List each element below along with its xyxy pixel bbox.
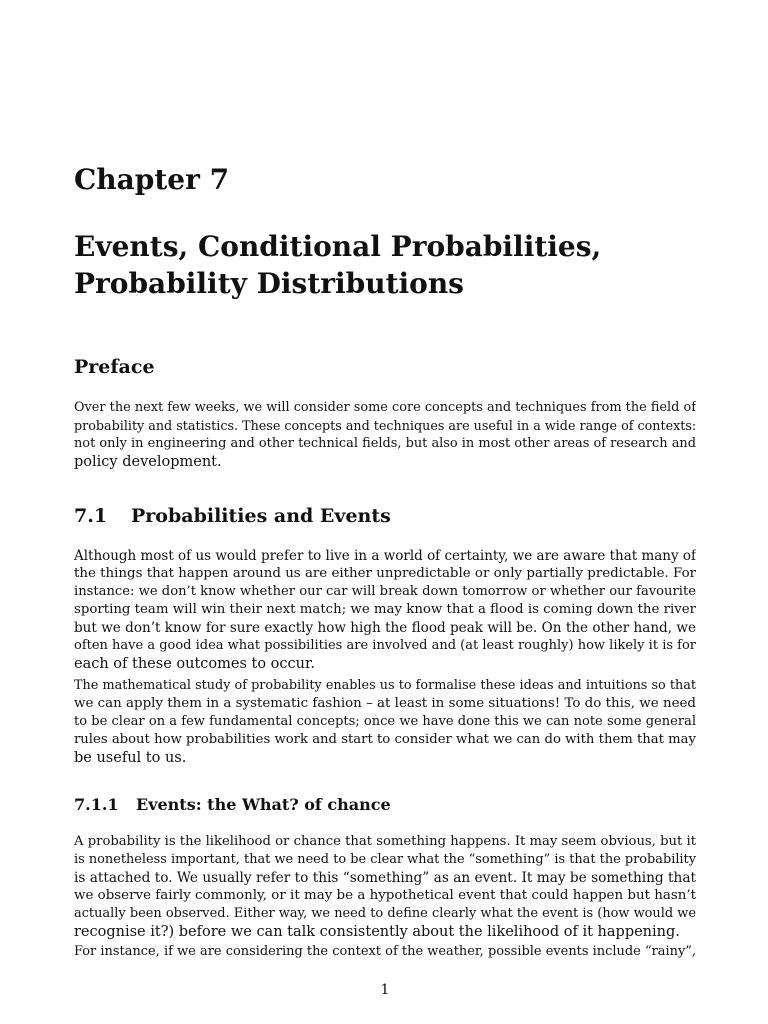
chapter-title-line: Probability Distributions [74,267,464,300]
text-line: rules about how probabilities work and start to consider what we can do with them that may [74,732,696,747]
section-7-1-paragraph-1 [74,547,696,673]
text-line: sporting team will win their next match; we may know that a flood is coming down the river [74,602,696,617]
section-number: 7.1 [74,505,108,527]
preface-paragraph [74,399,696,471]
text-line: A probability is the likelihood or chance that something happens. It may seem obvious, but it [74,834,696,849]
section-7-1-paragraph-2 [74,677,696,767]
preface-heading: Preface [74,356,155,378]
section-7-1-heading [74,503,391,529]
text-line: The mathematical study of probability enables us to formalise these ideas and intuitions so that [74,678,696,693]
text-line: Over the next few weeks, we will consider some core concepts and techniques from the field of [74,400,696,415]
text-line: instance: we don’t know whether our car will break down tomorrow or whether our favourite [74,584,696,599]
text-line: actually been observed. Either way, we need to define clearly what the event is (how would we [74,906,696,921]
text-line: we can apply them in a systematic fashion – at least in some situations! To do this, we need [74,696,696,711]
text-line: is attached to. We usually refer to this “something” as an event. It may be something that [74,870,696,886]
text-line: For instance, if we are considering the context of the weather, possible events include “rainy”, [74,944,696,959]
section-7-1-1-paragraph-2 [74,943,696,961]
text-line: to be clear on a few fundamental concepts; once we have done this we can note some general [74,714,696,729]
chapter-title-line: Events, Conditional Probabilities, [74,230,602,263]
text-line: be useful to us. [74,750,187,766]
subsection-title: Events: the What? of chance [136,795,391,814]
text-line: the things that happen around us are either unpredictable or only partially predictable. For [74,566,696,581]
chapter-label: Chapter 7 [74,163,230,196]
text-line: but we don’t know for sure exactly how high the flood peak will be. On the other hand, we [74,620,696,636]
chapter-title [74,228,601,302]
document-page [74,0,696,1024]
text-line: probability and statistics. These concepts and techniques are useful in a wide range of contexts: [74,418,696,433]
section-7-1-1-paragraph-1 [74,833,696,941]
text-line: each of these outcomes to occur. [74,656,315,672]
text-line: not only in engineering and other technical fields, but also in most other areas of research and [74,436,696,451]
page-number: 1 [380,982,390,998]
section-title: Probabilities and Events [131,505,391,527]
text-line: often have a good idea what possibilities are involved and (at least roughly) how likely it is for [74,638,696,653]
text-line: recognise it?) before we can talk consistently about the likelihood of it happening. [74,924,680,940]
text-line: we observe fairly commonly, or it may be a hypothetical event that could happen but hasn’t [74,888,696,903]
text-line: Although most of us would prefer to live in a world of certainty, we are aware that many of [74,548,696,564]
text-line: policy development. [74,454,222,470]
subsection-number: 7.1.1 [74,795,119,814]
section-7-1-1-heading [74,794,391,816]
text-line: is nonetheless important, that we need to be clear what the “something” is that the probability [74,852,696,867]
